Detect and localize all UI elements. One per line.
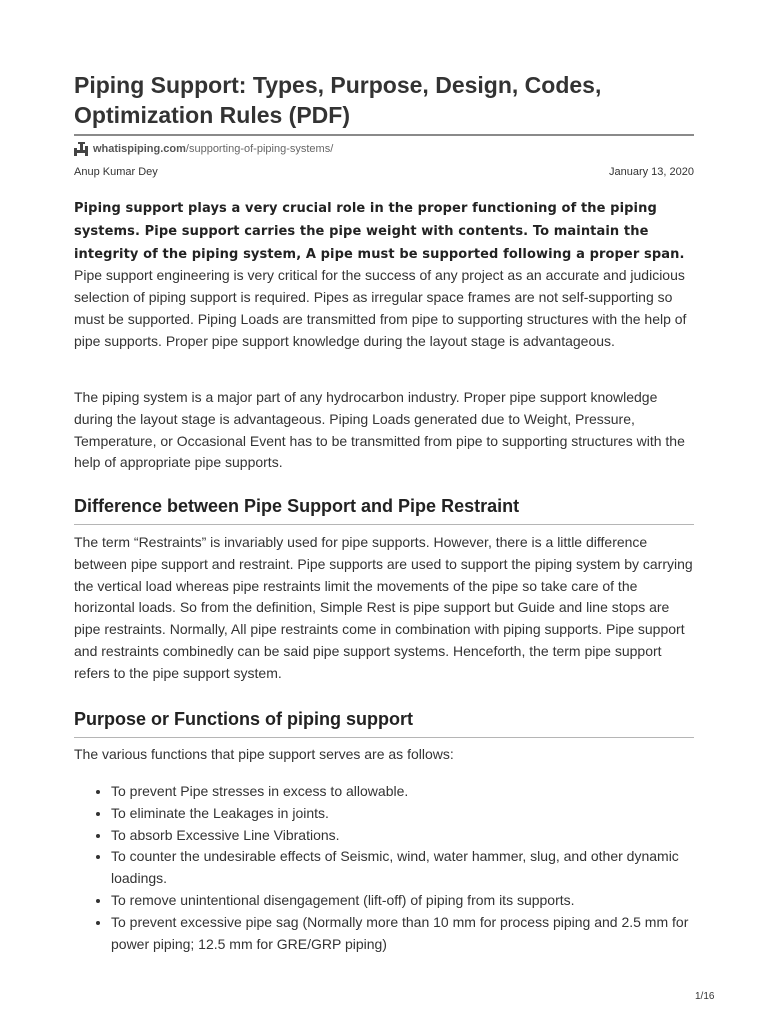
list-item: • To absorb Excessive Line Vibrations.	[111, 825, 694, 847]
list-item: • To counter the undesirable effects of Seismic, wind, water hammer, slug, and other dynamic loadings.	[111, 846, 694, 890]
intro-paragraph	[74, 197, 694, 353]
page-title: Piping Support: Types, Purpose, Design, Codes, Optimization Rules (PDF)	[74, 72, 602, 128]
page-number: 1/16	[695, 991, 715, 1002]
source-link[interactable]	[74, 141, 333, 157]
source-domain[interactable]: whatispiping.com	[93, 143, 186, 155]
piping-logo-icon	[74, 142, 90, 156]
section-heading-purpose: Purpose or Functions of piping support	[74, 709, 413, 729]
list-item: • To prevent excessive pipe sag (Normally more than 10 mm for process piping and 2.5 mm for power piping; 12.5 mm for GRE/GRP piping)	[111, 912, 694, 956]
author-name: Anup Kumar Dey	[74, 166, 158, 178]
title-divider	[74, 134, 694, 136]
publish-date: January 13, 2020	[608, 166, 694, 178]
section1-body: The term “Restraints” is invariably used for pipe supports. However, there is a little difference between pipe support and restraint. Pipe supports are used to support the piping system by carrying the vertical load whereas pipe restraints limit the movements of the pipe so take care of the horizontal loads. So from the definition, Simple Rest is pipe support but Guide and line stops are pipe restraints. Normally, All pipe restraints come in combination with piping supports. Pipe support and restraints combinedly can be said pipe support systems. Henceforth, the term pipe support refers to the pipe support system.	[74, 534, 693, 681]
list-item: • To prevent Pipe stresses in excess to allowable.	[111, 781, 694, 803]
intro-bold-text: Piping support plays a very crucial role in the proper functioning of the piping systems. Pipe support carries the pipe weight with contents. To maintain the integrity of the piping system, A pipe must be supported following a proper span.	[74, 201, 685, 262]
source-path[interactable]: /supporting-of-piping-systems/	[185, 143, 334, 155]
list-item: • To remove unintentional disengagement (lift-off) of piping from its supports.	[111, 890, 694, 912]
functions-list	[74, 781, 694, 955]
section2-intro: The various functions that pipe support serves are as follows:	[74, 746, 454, 762]
list-item: • To eliminate the Leakages in joints.	[111, 803, 694, 825]
article-meta	[74, 166, 694, 178]
section-divider	[74, 524, 694, 525]
section-divider	[74, 737, 694, 738]
section-heading-difference: Difference between Pipe Support and Pipe Restraint	[74, 496, 520, 516]
paragraph-2: The piping system is a major part of any hydrocarbon industry. Proper pipe support knowledge during the layout stage is advantageous. Piping Loads generated due to Weight, Pressure, Temperature, or Occasional Event has to be transmitted from pipe to supporting structures with the help of appropriate pipe supports.	[74, 389, 685, 471]
intro-rest-text: Pipe support engineering is very critical for the success of any project as an accurate and judicious selection of piping support is required. Pipes as irregular space frames are not self-supporting so must be supported. Piping Loads are transmitted from pipe to supporting structures with the help of pipe supports. Proper pipe support knowledge during the layout stage is advantageous.	[74, 267, 687, 349]
